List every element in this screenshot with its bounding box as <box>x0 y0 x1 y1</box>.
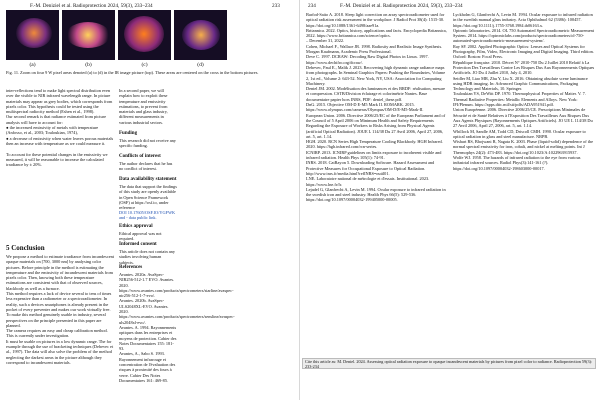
consent-text: This article does not contain any studies involving human subjects. <box>119 249 175 265</box>
ethics-text: Ethical approval was not required. <box>119 231 162 242</box>
conflicts-heading: Conflicts of interest <box>119 154 161 159</box>
funding-text: This research did not receive any specific funding. <box>119 138 176 149</box>
consent-heading: Informed consent <box>119 242 157 247</box>
data-availability-heading: Data availability statement <box>119 177 177 182</box>
figure-panel-c-image <box>118 10 171 60</box>
figure-panel-label: (d) <box>197 62 204 68</box>
funding-heading: Funding <box>119 131 138 136</box>
cite-this-article-box: Cite this article as: M. Deniel. 2024. Assessing optical radiation exposure to opaque incandescent materials by pictures from pixel color to radiance. Radioprotection 59(3): 233-234 <box>302 358 596 369</box>
figure-panel-label: (c) <box>141 62 148 68</box>
body-text-column-1: inter-reflections tend to make light spectral distribution even over the visible to NIR infrared wavelength range. In picture materials may appear as grey bodies, which corresponds from pixels color. This hypothesis could be tested using the multispectral radiocity method (Eshen et al., 1998). Our second remark is that radiance estimated from picture analysis will have to account for: ● the increased emissivity of metals with temperature (Anfosso, et al., 2003; Touloukian, 1974), ● a decrease of emissivity when water leaves porous materials then an increase with temperature as we could measure it. To account for these potential changes in the emissivity we measured, it will be reasonable to increase the calculated irradiance by ± 20%. <box>6 88 114 168</box>
ethics-heading: Ethics approval <box>119 224 153 229</box>
figure-panel-a-image <box>6 10 59 60</box>
references-column-1: Barfod-Saito A. 2018. Sleep light correction on array spectroradiometer used for optical radiation risk assessment in the workplace. J Radiol Prot 38(4): 1515-30. https://doi.org/10.1088/1361-6498/aae91a. Britannica. 2022. Optics, history, applications and facts. Encyclopedia Britannica, 2022. https://www.britannica.com/science/optics. – December 31, 2022. Cohen, Michael F., Wallace JR. 1998. Radiosity and Realistic Image Synthesis. Morgan Kaufmann, Academic Press Professional. Deve C. 1997. DCRAW: Decoding Raw Digital Photos in Linux. 1997. https://www.dechifro.org/dcraw/. Debevec, Paul E., Malik J. 2023. Recovering high dynamic range radiance maps from photographs. In Seminal Graphics Papers: Pushing the Boundaries, Volume 2, 1st ed., Volume 2: 643-52. New York, NY, USA: Association for Computing Machinery. Deniel JM. 2002. Modélisation des luminances et des BRDF: réalisation, mesure et compression. CSTB/Division éclairage et colorimétrie Nantes. Base documentaire papier hors INRS, PDF: deniel_these.pdf. DnG. 2015. Objective OM-D E-M5 Mark II. ROMARK. 2015. https://www.olympus.com/cameras/Olympus/OM-D/E-M5-Mark-II. European Union. 2006. Directive 2006/25/EC of the European Parliament and of the Council of 5 April 2006 on Minimum Health and Safety Requirements Regarding the Exposure of Workers to Risks Arising from Physical Agents (artificial Optical Radiation). JOUE L 114/38 Du 27 Avril 2006, April 27, 2006, art. 5, art. 1.14. HGH. 2020. RCN Series High Temperature Cooling Blackbody. HGH Infrared. 2020. https://hgh.infrared.com/rcn-series. ICNIRP. 2013. ICNIRP guidelines on limits exposure to incoherent visible and infrared radiation. Health Phys 105(1): 74-91. INRS. 2018. CatRayon 5. Downloading Software. Hazard Assessment and Protective Measures for Occupational Exposure to Optical Radiation. http://www.inrs.fr/media.html?refINRS=outil01. LNE. Laboratoire national de métrologie et d'essais. Institutional. 2023. https://www.lne.fr/fr. Lejadel G, Glanfrecht A, Levin M. 1994. Ocular exposure to infrared radiation in the swedish iron and steel industry. Health Phys 66(5): 529-536. https://doi.org/10.1097/00004032-199405000-00005. <box>306 12 447 203</box>
figure-caption: Fig. 11. Zoom on four 9 W pixel areas denoted (a) to (d) in the IR image picture (top). These areas are centered on the cross in the bottom pictures. <box>6 70 259 75</box>
right-page <box>300 0 600 400</box>
data-doi-link[interactable]: DOI 10.17605/OSF.IO/YGFWK and - data public link. <box>119 210 176 221</box>
data-availability-text: The data that support the findings of this study are openly available in Open Science Framework (OSF) at https://osf.io, under reference <box>119 184 177 211</box>
conflicts-text: The author declares that he has no conflict of interest. <box>119 161 173 172</box>
conclusion-text: We propose a method to estimate irradiance from incandescent opaque materials on [700, 3000 nm] by analysing color pictures. Before principle in the method is estimating the temperature and the emissivity of incandescent materials from pixels color. Then, knowing both these temperature estimations are consistent with that of observed sources, blackbody as well as a furnace. This method requires a lack of device several to tens of times less expensive than a radiometer or a spectroradiometer. In reality, such a devices smartphones is already present in the pocket of every preventer and makes our work virtually free. To make this method genuinely usable in industry, several perspectives on the principle presented in this paper are planned. The camera requires an easy and cheap calibration method. This is currently under investigation. It must be usable on pictures in a low dynamic range. The for example through the use of bracketing techniques (Debevec et al., 1997). The data will also solve the problem of the method neglecting the darkest areas in the picture although they correspond to incandescent materials. <box>6 254 114 365</box>
page-number: 234 <box>308 3 316 9</box>
figure-panel-b-image <box>62 10 115 60</box>
figure-panel-label: (a) <box>29 62 36 68</box>
figure-panel-d-image <box>174 10 227 60</box>
references-list: Avantes. 2020a. AvaSpec-NIR256-512-1.7 EVO. Avantes. 2020. https://www.avantes.com/products/spectrometers/starline/avaspec-nir256-512-1-7-evo/. Avantes. 2020b. AvaSpec-ULS2048XL-EVO. Avantes. 2020. https://www.avantes.com/products/spectrometers/sensline/avaspec-uls2048xl-evo/. Avantes. A. 1994. Rayonnements optiques dans les entreprises et moyens de protection. Cahier des Notes Documentaires 155: 181-93. Avantes, A., Sabo S. 1993. Rayonnement infrarouge et concentration de l'évaluation des risques à proximité des fours à verre. Cahier Des Notes Documentaires 161: 469-85. <box>119 272 235 383</box>
references-column-2: Lyckholm G, Glanfrecht A, Levin M. 1994. Ocular exposure to infrared radiation in the swedish manual glass industry. Acta Ophthalmol 62 (5386): 100457. https://doi.org/10.1111/j.1755-3768.1984.tb06163.x. Optronic laboratories. 2014. OL 750 Automated Spectroradiometric Measurement System. 2014. https://optroniclabs.com/products/spectroradiometers/ol-750-automated-spectroradiometric-measurement-system/. Ray SF. 2002. Applied Photographic Optics: Lenses and Optical Systems for Photography, Film, Video, Electronic Imaging and Digital Imaging. Third edition. Oxford: Boston: Focal Press. République française. 2010. Décret N° 2010-750 Du 2 Juillet 2010 Relatif à La Protection Des Travailleurs Contre Les Risques Dus Aux Rayonnements Optiques Artificiels. JO Du 4 Juillet 2010, July 4, 2010. Seidler M, Liao MR, Zhu Y, Liu X. 2016. Obtaining absolute scene luminance using HDR imaging. In: Advanced Graphic Communications, Packaging Technology and Materials, 10. Springer. Touloukian YS, DeWitt DP. 1970. Thermophysical Properties of Matter. V. 7. Thermal Radiative Properties: Metallic Elements and Alloys. New York: IFI/Plenum. https://apps.dtic.mil/sti/pdfs/ADA951941.pdf. Union Européenne. 2006. Directive 2006/25/CE. Prescriptions Minimales de Sécurité et de Santé Relatives à l'Exposition Des Travailleurs Aux Risques Dus Aux Agents Physiques (Rayonnements Optiques Artificiels). JO UE L 114/38 Du 27 Avril 2006, April 27, 2006, art. 5, art. 1.14. Whillock M, Sandle AM, Todd CD, Driscoll CMH. 1990. Ocular exposure to optical radiation in glass and steel manufacture. NRPB. Wishart RS, Bhojwani R, Nagata K. 2003. Phase (liquid-solid) dependence of the normal spectral emissivity for iron, cobalt, and nickel at melting points. Int J Thermophys 24(2): 473-483. https://doi.org/10.1023/A:1022963915937. Wolfe WJ. 1958. The hazards of infrared radiation to the eye from various industrial infrared sources. Radiol Phys(3):141-161 (?). https://doi.org/10.1097/00004032-198603000-00017. <box>453 12 595 171</box>
body-text-column-2: In a second paper, we will explain how to exploit these temperature and emissivity estimations, to prevent from materials and glass industry, different measurements in various industrial sectors. <box>119 88 168 125</box>
page-header: F.-M. Deniziel et al. Radioprotection 2024, 59(3), 233–234 <box>30 3 153 9</box>
page-header: F.-M. Deniziel et al. Radioprotection 2024, 59(3), 233–234 <box>340 3 463 9</box>
page-number: 233 <box>272 3 280 9</box>
figure-panel-label: (b) <box>85 62 92 68</box>
references-heading: References <box>119 265 143 270</box>
section-heading: 5 Conclusion <box>6 244 45 252</box>
